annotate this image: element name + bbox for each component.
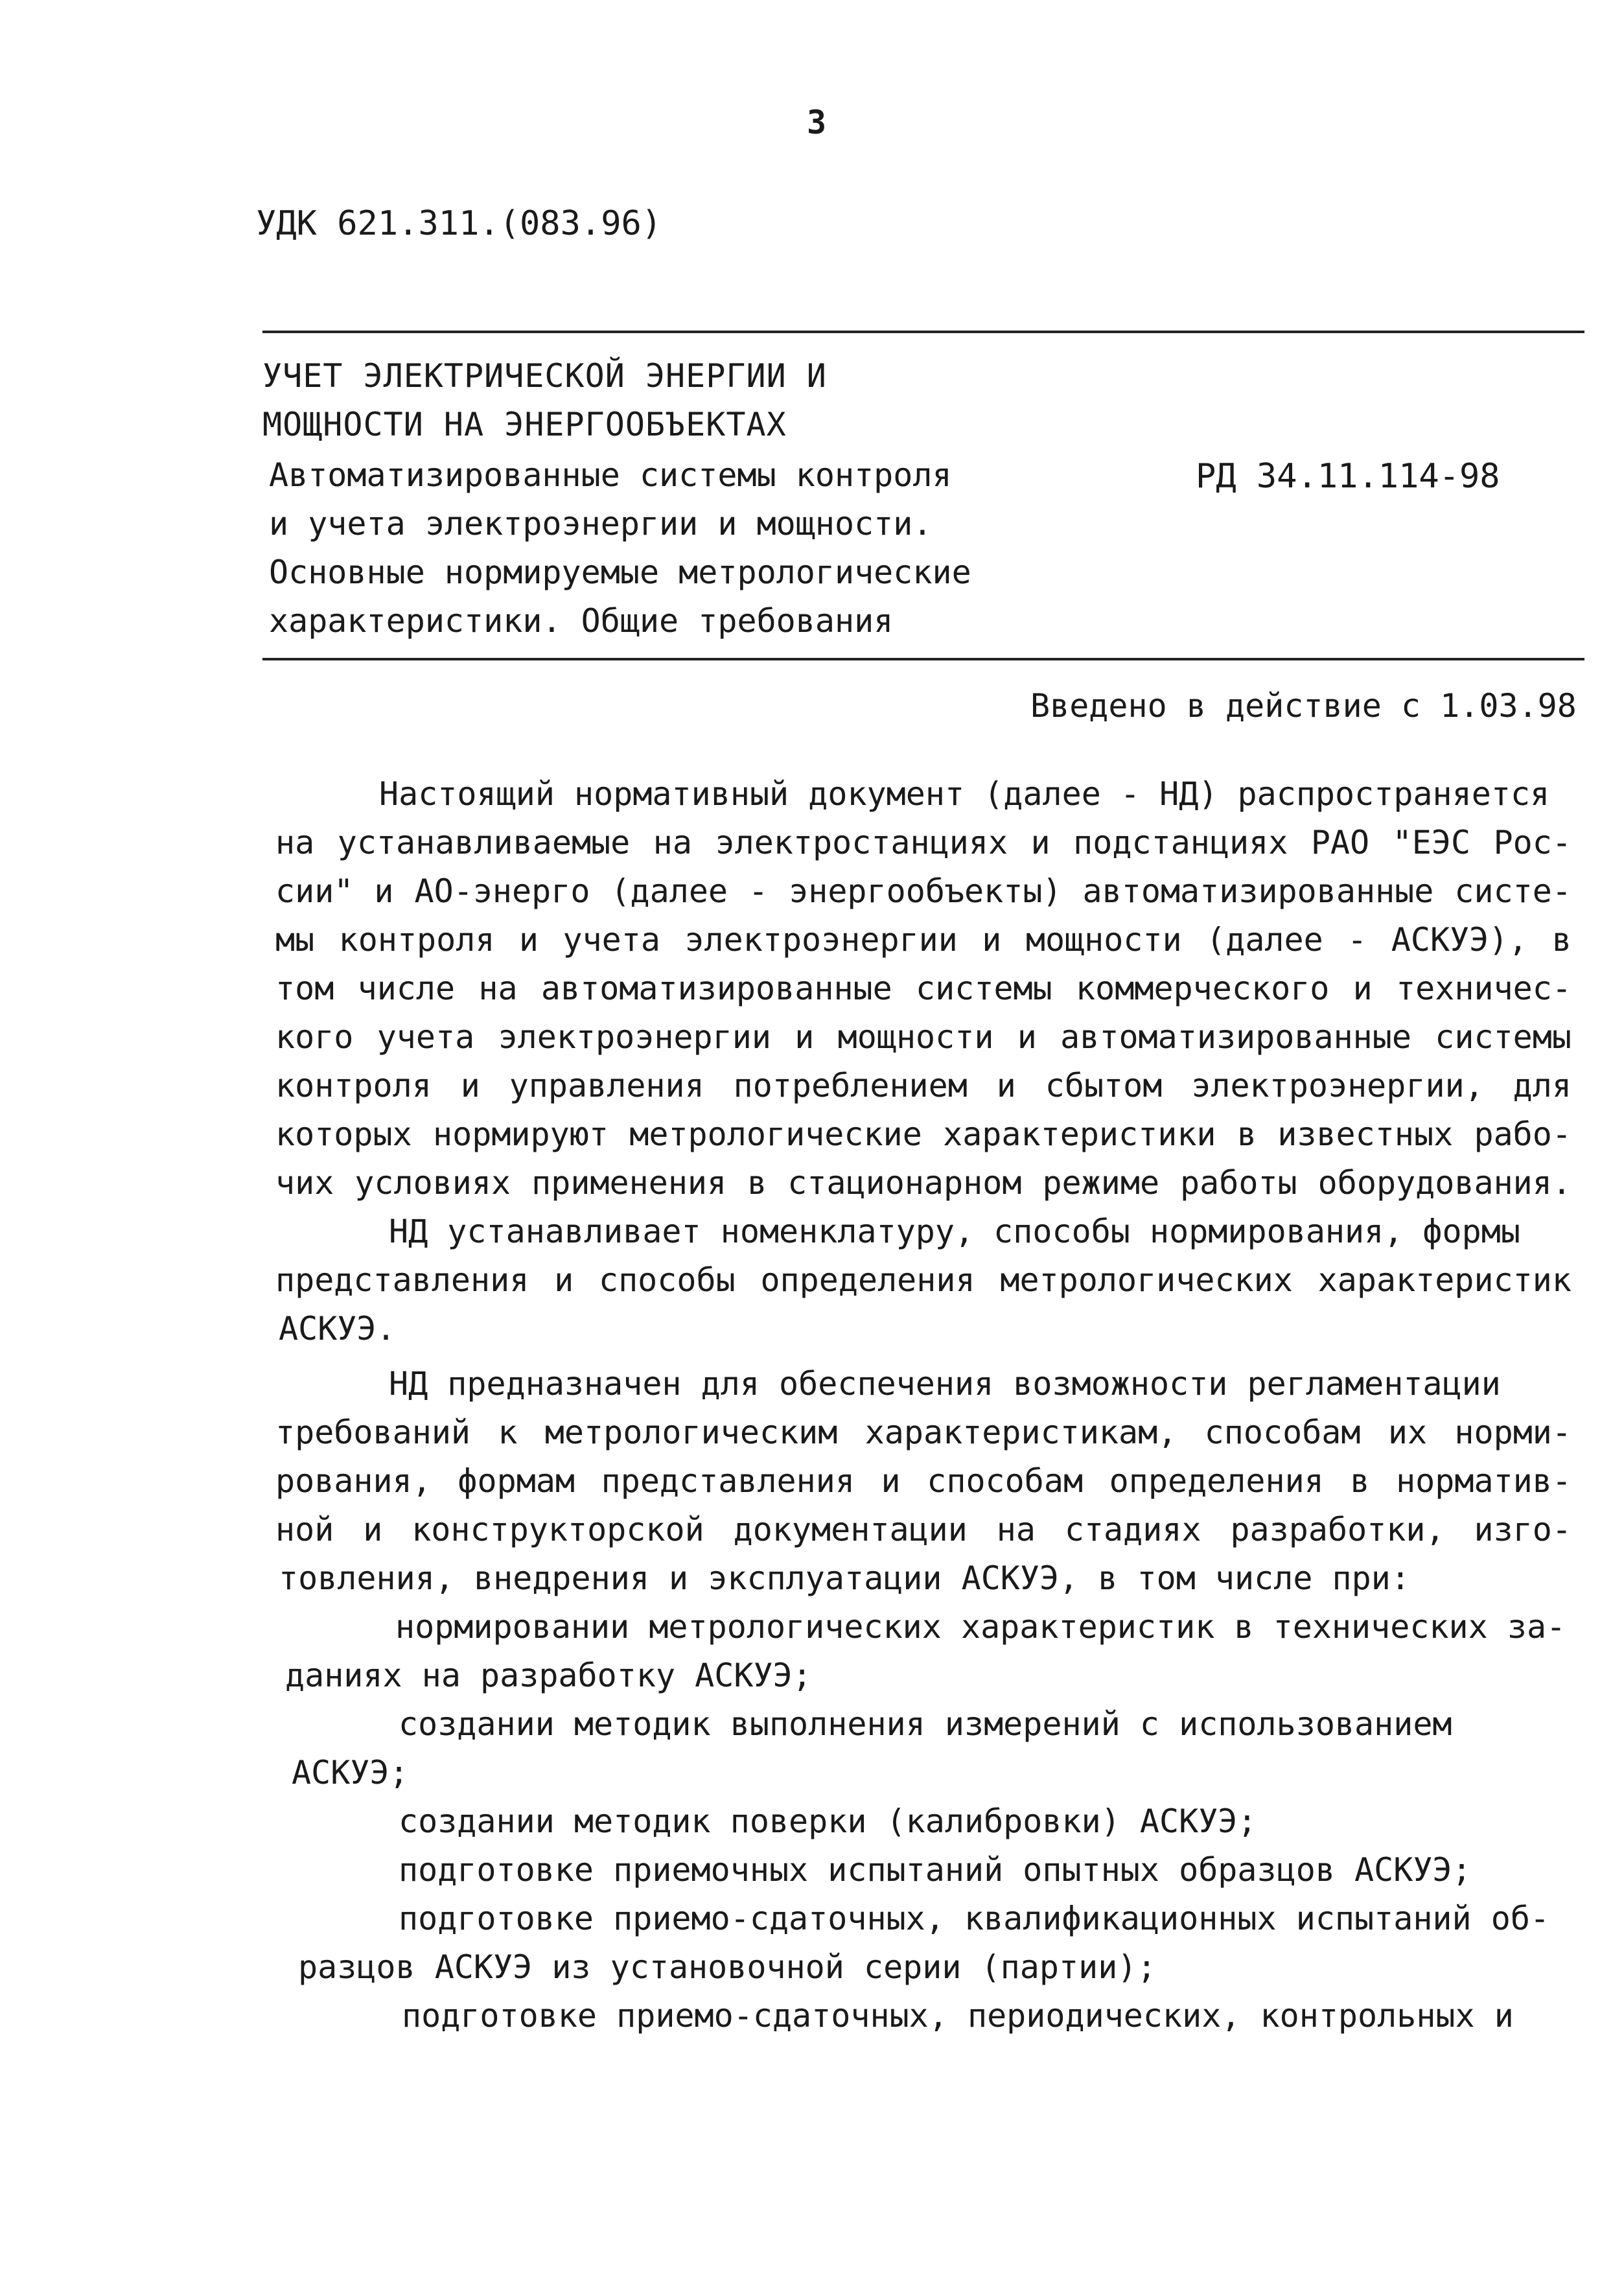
item-2-line-2: АСКУЭ; bbox=[292, 1754, 409, 1791]
title-rule-top bbox=[262, 331, 1584, 333]
p1-line-4: мы контроля и учета электроэнергии и мощности (далее - АСКУЭ), в bbox=[275, 921, 1572, 959]
subtitle-line-3: Основные нормируемые метрологические bbox=[269, 554, 971, 591]
document-code: РД 34.11.114-98 bbox=[1196, 457, 1500, 496]
p1-line-1: Настоящий нормативный документ (далее - НД) распространяется bbox=[379, 775, 1550, 813]
p1-line-5: том числе на автоматизированные системы коммерческого и техничес- bbox=[275, 970, 1572, 1007]
item-4: подготовке приемочных испытаний опытных образцов АСКУЭ; bbox=[399, 1851, 1472, 1889]
p3-line-3: рования, формам представления и способам определения в норматив- bbox=[275, 1462, 1572, 1500]
p2-line-3: АСКУЭ. bbox=[279, 1310, 396, 1347]
p1-line-7: контроля и управления потреблением и сбытом электроэнергии, для bbox=[275, 1067, 1572, 1104]
title-rule-bottom bbox=[262, 658, 1584, 660]
item-6-line-1: подготовке приемо-сдаточных, периодических, контрольных и bbox=[402, 1997, 1514, 2035]
udk-code: УДК 621.311.(083.96) bbox=[256, 204, 662, 243]
p1-line-2: на устанавливаемые на электростанциях и подстанциях РАО "ЕЭС Рос- bbox=[275, 824, 1572, 861]
p1-line-6: кого учета электроэнергии и мощности и автоматизированные системы bbox=[275, 1018, 1572, 1056]
item-1-line-2: даниях на разработку АСКУЭ; bbox=[285, 1657, 812, 1694]
item-5-line-2: разцов АСКУЭ из установочной серии (партии); bbox=[298, 1948, 1157, 1986]
subtitle-line-2: и учета электроэнергии и мощности. bbox=[269, 505, 933, 542]
item-5-line-1: подготовке приемо-сдаточных, квалификационных испытаний об- bbox=[399, 1900, 1550, 1937]
p2-line-2: представления и способы определения метрологических характеристик bbox=[275, 1261, 1572, 1299]
page-number: 3 bbox=[807, 104, 827, 141]
effective-date: Введено в действие с 1.03.98 bbox=[1030, 687, 1577, 725]
p3-line-1: НД предназначен для обеспечения возможности регламентации bbox=[389, 1365, 1501, 1403]
p3-line-4: ной и конструкторской документации на стадиях разработки, изго- bbox=[275, 1511, 1572, 1548]
p1-line-9: чих условиях применения в стационарном режиме работы оборудования. bbox=[275, 1164, 1572, 1202]
subtitle-line-1: Автоматизированные системы контроля bbox=[269, 456, 952, 494]
title-line-2: МОЩНОСТИ НА ЭНЕРГООБЪЕКТАХ bbox=[262, 406, 787, 443]
title-line-1: УЧЕТ ЭЛЕКТРИЧЕСКОЙ ЭНЕРГИИ И bbox=[262, 357, 827, 395]
item-2-line-1: создании методик выполнения измерений с использованием bbox=[399, 1705, 1452, 1743]
p2-line-1: НД устанавливает номенклатуру, способы нормирования, формы bbox=[389, 1213, 1520, 1250]
p3-line-5: товления, внедрения и эксплуатации АСКУЭ, в том числе при: bbox=[279, 1559, 1410, 1597]
subtitle-line-4: характеристики. Общие требования bbox=[269, 602, 894, 640]
p3-line-2: требований к метрологическим характеристикам, способам их норми- bbox=[275, 1414, 1572, 1451]
p1-line-8: которых нормируют метрологические характеристики в известных рабо- bbox=[275, 1115, 1572, 1153]
p1-line-3: сии" и АО-энерго (далее - энергообъекты) автоматизированные систе- bbox=[275, 872, 1572, 910]
item-3: создании методик поверки (калибровки) АСКУЭ; bbox=[399, 1802, 1257, 1840]
item-1-line-1: нормировании метрологических характеристик в технических за- bbox=[395, 1608, 1566, 1646]
